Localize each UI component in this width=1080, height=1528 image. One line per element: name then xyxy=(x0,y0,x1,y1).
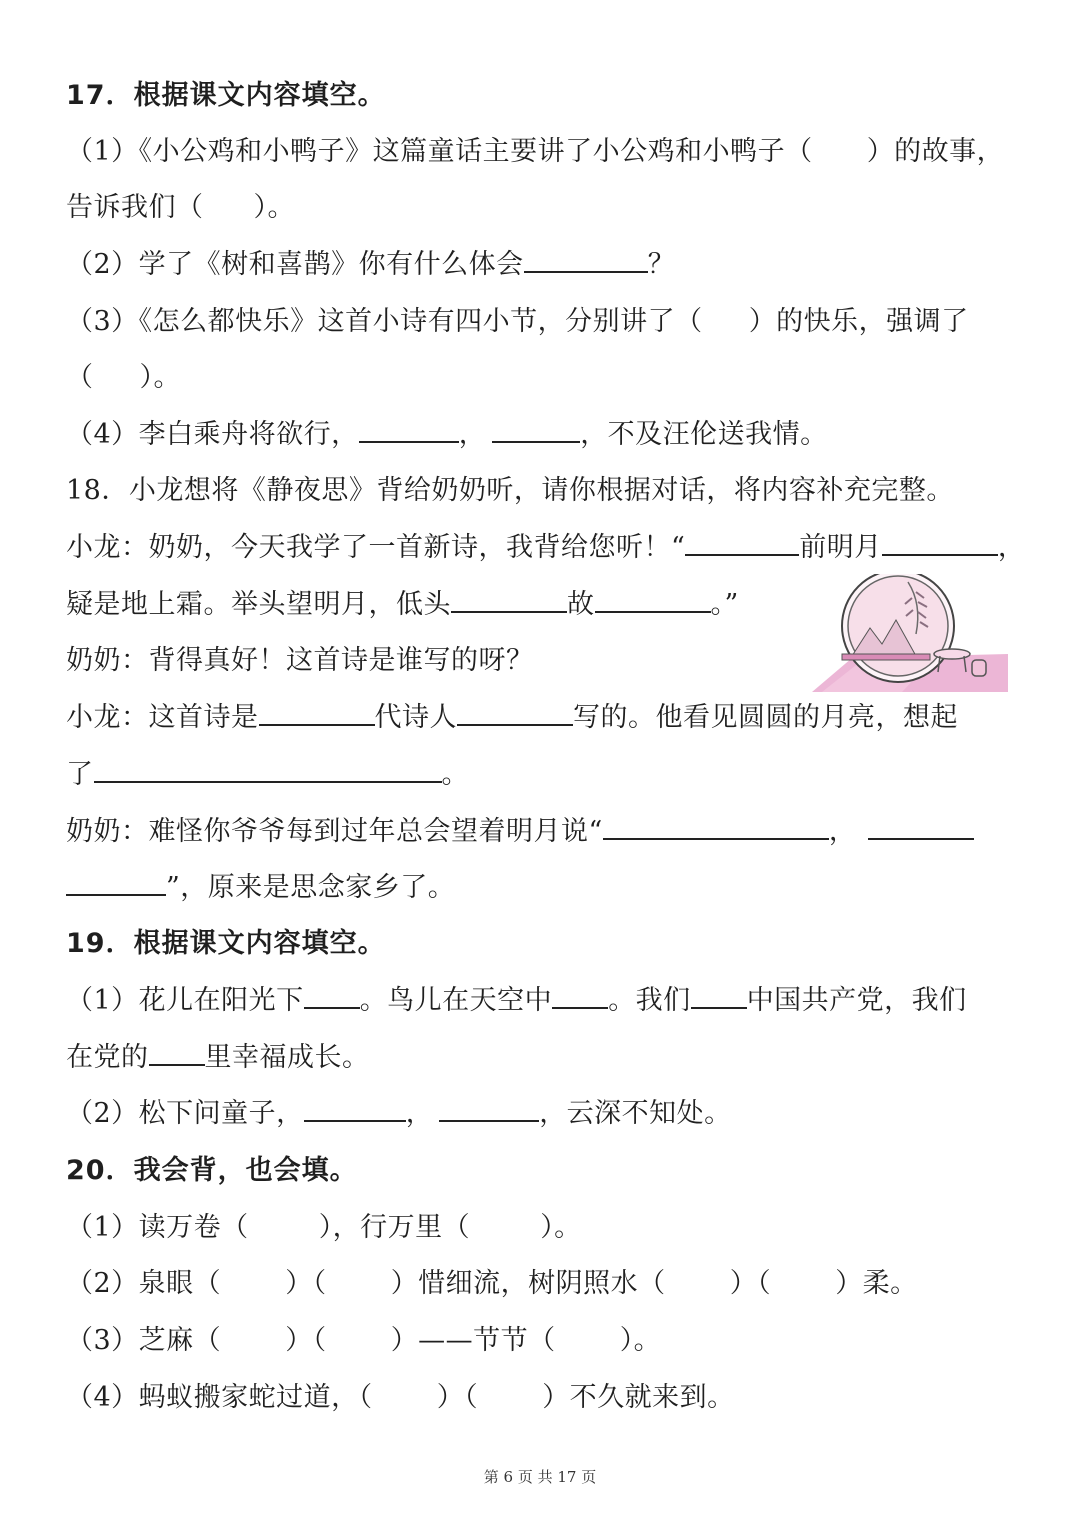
q18-line-4-text-b: 代诗人 xyxy=(374,702,457,733)
q20-item-2-text-d: ）（ xyxy=(729,1268,772,1299)
q17-item-1 xyxy=(66,132,1020,172)
q18-title: 18．小龙想将《静夜思》背给奶奶听，请你根据对话，将内容补充完整。 xyxy=(66,475,954,506)
answer-blank[interactable] xyxy=(868,812,974,840)
q17-item-2 xyxy=(66,245,1020,285)
q20-item-3 xyxy=(66,1321,1020,1361)
q20-item-2-text: （2）泉眼（ xyxy=(66,1268,222,1299)
q17-item-1-text-d: ）。 xyxy=(253,192,295,223)
q18-line-6 xyxy=(66,812,1020,852)
q20-item-2 xyxy=(66,1264,1020,1304)
q20-item-3-text-b: ）（ xyxy=(285,1325,327,1356)
q18-line-4-text-c: 写的。他看见圆圆的月亮，想起 xyxy=(573,702,958,733)
q20-item-3-text: （3）芝麻（ xyxy=(66,1325,222,1356)
answer-blank[interactable] xyxy=(304,1094,406,1122)
answer-blank[interactable] xyxy=(595,585,711,613)
answer-blank[interactable] xyxy=(685,528,799,556)
q17-item-4-text: （4）李白乘舟将欲行， xyxy=(66,419,359,450)
answer-blank[interactable] xyxy=(524,245,648,273)
answer-blank[interactable] xyxy=(457,698,573,726)
q20-item-1-text-b: ），行万里（ xyxy=(318,1212,471,1243)
q18-line-2-text-b: 故 xyxy=(567,589,595,620)
answer-blank[interactable] xyxy=(603,812,829,840)
q17-item-1-text-b: ）的故事， xyxy=(866,136,1005,167)
answer-blank[interactable] xyxy=(451,585,567,613)
q18-line-7 xyxy=(66,868,1020,908)
q19-item-2-text-b: ， xyxy=(405,1098,434,1129)
q20-item-4-text-b: ）（ xyxy=(436,1382,479,1413)
q19-item-1 xyxy=(66,981,1020,1021)
q17-item-3 xyxy=(66,302,1020,342)
q18-line-5-text: 了 xyxy=(66,759,94,790)
q18-line-2-text: 疑是地上霜。举头望明月，低头 xyxy=(66,589,451,620)
q19-item-1-text-b: 。鸟儿在天空中 xyxy=(359,985,553,1016)
q19-item-1-text-f: 里幸福成长。 xyxy=(204,1042,370,1073)
answer-blank[interactable] xyxy=(259,698,375,726)
q18-line-5 xyxy=(66,755,1020,795)
q17-item-3-text-b: ）的快乐，强调了 xyxy=(748,306,969,337)
q19-item-1-text-c: 。我们 xyxy=(608,985,691,1016)
q19-item-1-text: （1）花儿在阳光下 xyxy=(66,985,304,1016)
q19-item-1-text-d: 中国共产党，我们 xyxy=(746,985,967,1016)
q20-item-1-text-c: ）。 xyxy=(540,1212,582,1243)
q19-item-1-cont xyxy=(66,1038,1020,1078)
q18-line-1-text: 小龙：奶奶，今天我学了一首新诗，我背给您听！“ xyxy=(66,532,686,563)
answer-blank[interactable] xyxy=(94,755,442,783)
q17-item-2-text-b: ？ xyxy=(647,249,676,280)
q20-item-2-text-e: ）柔。 xyxy=(835,1268,918,1299)
q19-item-2-text: （2）松下问童子， xyxy=(66,1098,304,1129)
q17-item-4-text-b: ， xyxy=(458,419,487,450)
page-footer: 第 6 页 共 17 页 xyxy=(483,1468,597,1486)
q19-item-2-text-c: ，云深不知处。 xyxy=(539,1098,732,1129)
moon-window-illustration xyxy=(812,574,1008,694)
q20-title: 20．我会背，也会填。 xyxy=(66,1155,358,1186)
q18-line-1-text-c: ， xyxy=(997,532,1026,563)
q18-line-7-text: ”，原来是思念家乡了。 xyxy=(166,872,456,903)
q20-item-2-text-b: ）（ xyxy=(285,1268,327,1299)
q20-item-4-text-c: ）不久就来到。 xyxy=(542,1382,735,1413)
answer-blank[interactable] xyxy=(882,528,998,556)
q18-line-5-text-b: 。 xyxy=(441,759,469,790)
q17-item-4-text-c: ，不及汪伦送我情。 xyxy=(580,419,828,450)
answer-blank[interactable] xyxy=(552,981,608,1009)
answer-blank[interactable] xyxy=(66,868,166,896)
q20-item-3-text-c: ）——节节（ xyxy=(390,1325,556,1356)
q18-line-3: 奶奶：背得真好！这首诗是谁写的呀？ xyxy=(66,645,534,676)
q19-item-1-text-e: 在党的 xyxy=(66,1042,149,1073)
q20-item-1-text: （1）读万卷（ xyxy=(66,1212,249,1243)
answer-blank[interactable] xyxy=(492,415,580,443)
q17-item-3-text-c: （ xyxy=(66,362,94,393)
q20-item-4-text: （4）蚂蚁搬家蛇过道，（ xyxy=(66,1382,373,1413)
q19-item-2 xyxy=(66,1094,1020,1134)
q18-line-4 xyxy=(66,698,1020,738)
q17-item-1-text: （1）《小公鸡和小鸭子》这篇童话主要讲了小公鸡和小鸭子（ xyxy=(66,136,813,167)
q17-item-2-text: （2）学了《树和喜鹊》你有什么体会 xyxy=(66,249,524,280)
q18-line-1-text-b: 前明月 xyxy=(799,532,882,563)
answer-blank[interactable] xyxy=(691,981,747,1009)
q20-item-2-text-c: ）惜细流，树阴照水（ xyxy=(390,1268,666,1299)
q18-line-6-text-b: ， xyxy=(828,816,857,847)
q17-item-4 xyxy=(66,415,1020,455)
answer-blank[interactable] xyxy=(359,415,459,443)
q20-item-1 xyxy=(66,1208,1020,1248)
q17-item-1-text-c: 告诉我们（ xyxy=(66,192,204,223)
answer-blank[interactable] xyxy=(439,1094,539,1122)
q20-item-4 xyxy=(66,1378,1020,1418)
q17-item-1-cont xyxy=(66,188,1020,228)
q17-item-3-cont xyxy=(66,358,1020,398)
q18-line-2-text-c: 。” xyxy=(710,589,739,620)
q19-title: 19．根据课文内容填空。 xyxy=(66,928,386,959)
q18-line-1 xyxy=(66,528,1026,568)
q17-item-3-text: （3）《怎么都快乐》这首小诗有四小节，分别讲了（ xyxy=(66,306,703,337)
answer-blank[interactable] xyxy=(304,981,360,1009)
q18-line-4-text: 小龙：这首诗是 xyxy=(66,702,259,733)
answer-blank[interactable] xyxy=(149,1038,205,1066)
q17-item-3-text-d: ）。 xyxy=(139,362,181,393)
q18-line-6-text: 奶奶：难怪你爷爷每到过年总会望着明月说“ xyxy=(66,816,603,847)
q20-item-3-text-d: ）。 xyxy=(619,1325,662,1356)
q17-title: 17．根据课文内容填空。 xyxy=(66,80,386,111)
